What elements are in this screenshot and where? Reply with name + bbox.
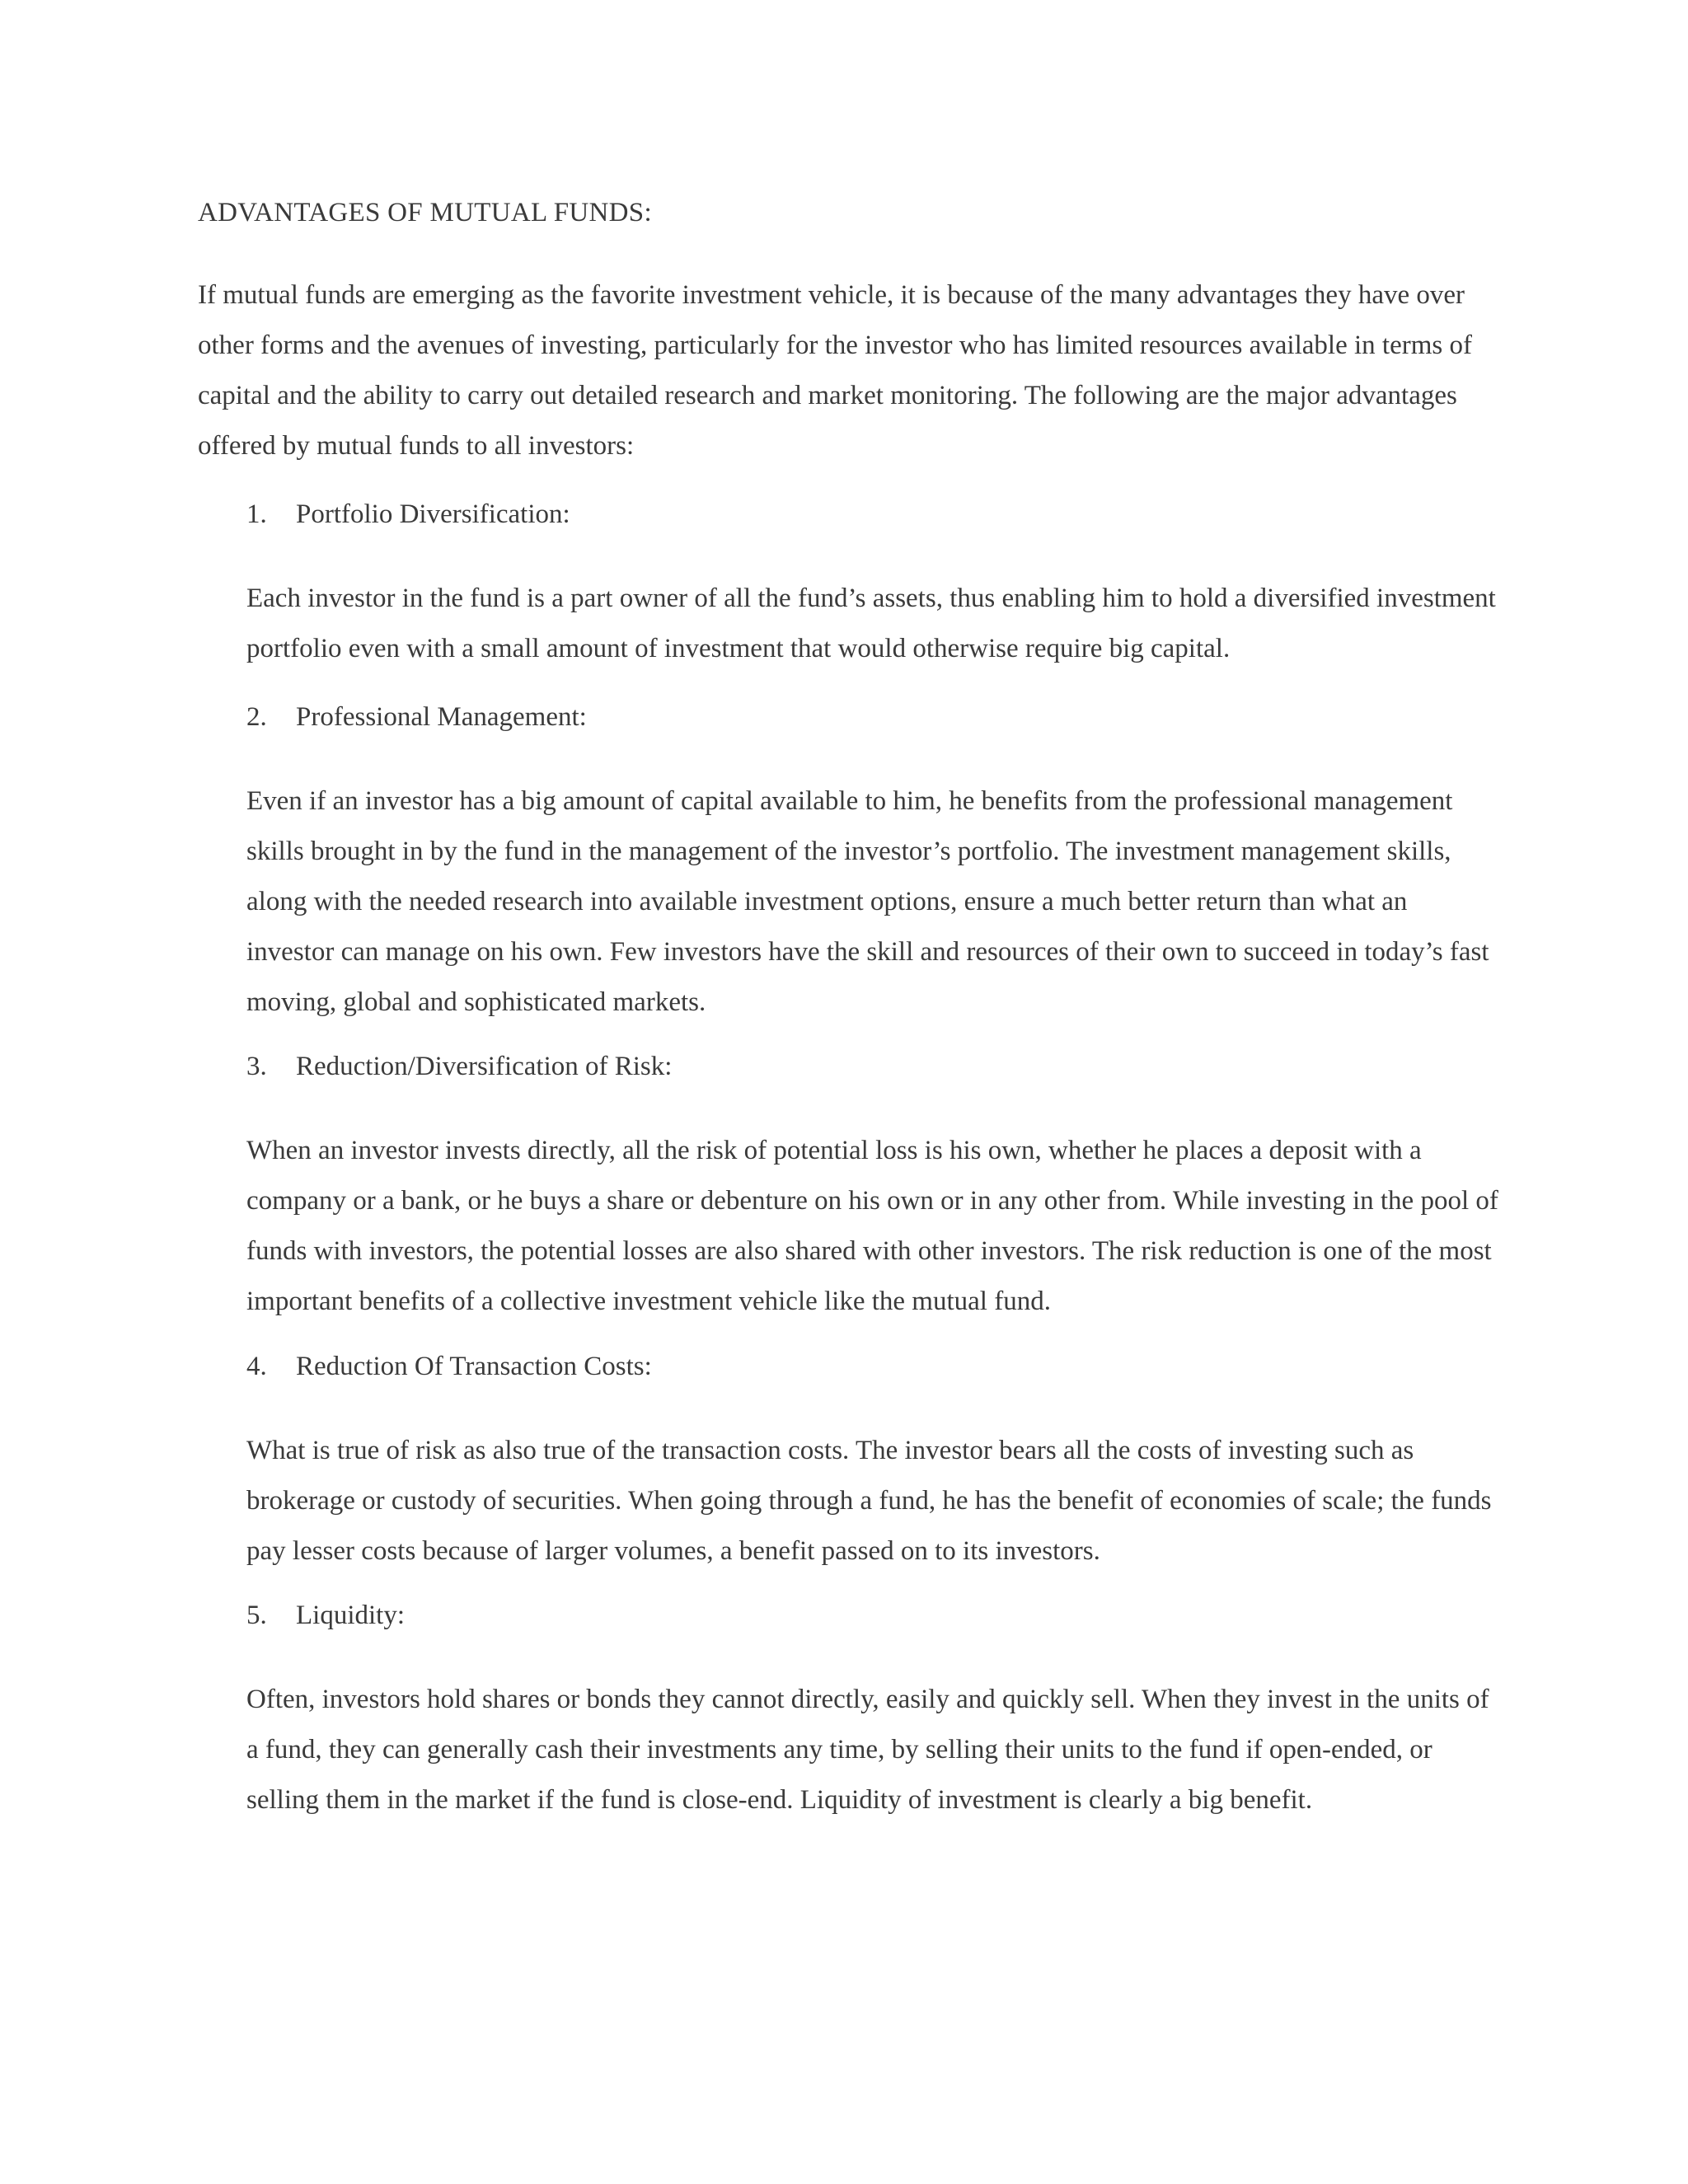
section-number: 4. xyxy=(246,1352,267,1381)
document-title: ADVANTAGES OF MUTUAL FUNDS: xyxy=(198,198,652,227)
section-heading xyxy=(246,1599,1499,1632)
intro-paragraph: If mutual funds are emerging as the favorite investment vehicle, it is because of the many advantages they have over other forms and the avenues of investing, particularly for the investor who has limited resources available in terms of capital and the ability to carry out detailed research and market monitoring. The following are the major advantages offered by mutual funds to all investors: xyxy=(198,280,1472,461)
section-number: 1. xyxy=(246,499,267,529)
section-heading-text: Professional Management: xyxy=(296,702,587,732)
section-heading xyxy=(246,1350,1499,1383)
section-heading-text: Liquidity: xyxy=(296,1601,405,1630)
section-professional-management xyxy=(246,701,1499,1028)
section-number: 2. xyxy=(246,702,267,732)
section-heading xyxy=(246,1050,1499,1083)
section-liquidity xyxy=(246,1599,1499,1825)
section-transaction-costs xyxy=(246,1350,1499,1577)
section-number: 5. xyxy=(246,1601,267,1630)
section-body: Each investor in the fund is a part owner of all the fund’s assets, thus enabling him to hold a diversified investment portfolio even with a small amount of investment that would otherwise require big capital. xyxy=(246,583,1496,663)
section-risk-reduction xyxy=(246,1050,1499,1327)
section-number: 3. xyxy=(246,1052,267,1081)
section-portfolio-diversification xyxy=(246,498,1499,674)
section-heading xyxy=(246,498,1499,531)
section-body: When an investor invests directly, all the risk of potential loss is his own, whether he places a deposit with a company or a bank, or he buys a share or debenture on his own or in any other from. While investing in the pool of funds with investors, the potential losses are also shared with other investors. The risk reduction is one of the most important benefits of a collective investment vehicle like the mutual fund. xyxy=(246,1136,1498,1316)
section-heading-text: Reduction Of Transaction Costs: xyxy=(296,1352,652,1381)
section-body: Even if an investor has a big amount of capital available to him, he benefits from the professional management skills brought in by the fund in the management of the investor’s portfolio. The investment management skills, along with the needed research into available investment options, ensure a much better return than what an investor can manage on his own. Few investors have the skill and resources of their own to succeed in today’s fast moving, global and sophisticated markets. xyxy=(246,786,1489,1017)
section-heading-text: Portfolio Diversification: xyxy=(296,499,570,529)
section-heading xyxy=(246,701,1499,733)
section-body: Often, investors hold shares or bonds they cannot directly, easily and quickly sell. When they invest in the units of a fund, they can generally cash their investments any time, by selling their units to the fund if open-ended, or selling them in the market if the fund is close-end. Liquidity of investment is clearly a big benefit. xyxy=(246,1685,1489,1815)
section-heading-text: Reduction/Diversification of Risk: xyxy=(296,1052,673,1081)
section-body: What is true of risk as also true of the transaction costs. The investor bears all the costs of investing such as brokerage or custody of securities. When going through a fund, he has the benefit of economies of scale; the funds pay lesser costs because of larger volumes, a benefit passed on to its investors. xyxy=(246,1436,1492,1566)
